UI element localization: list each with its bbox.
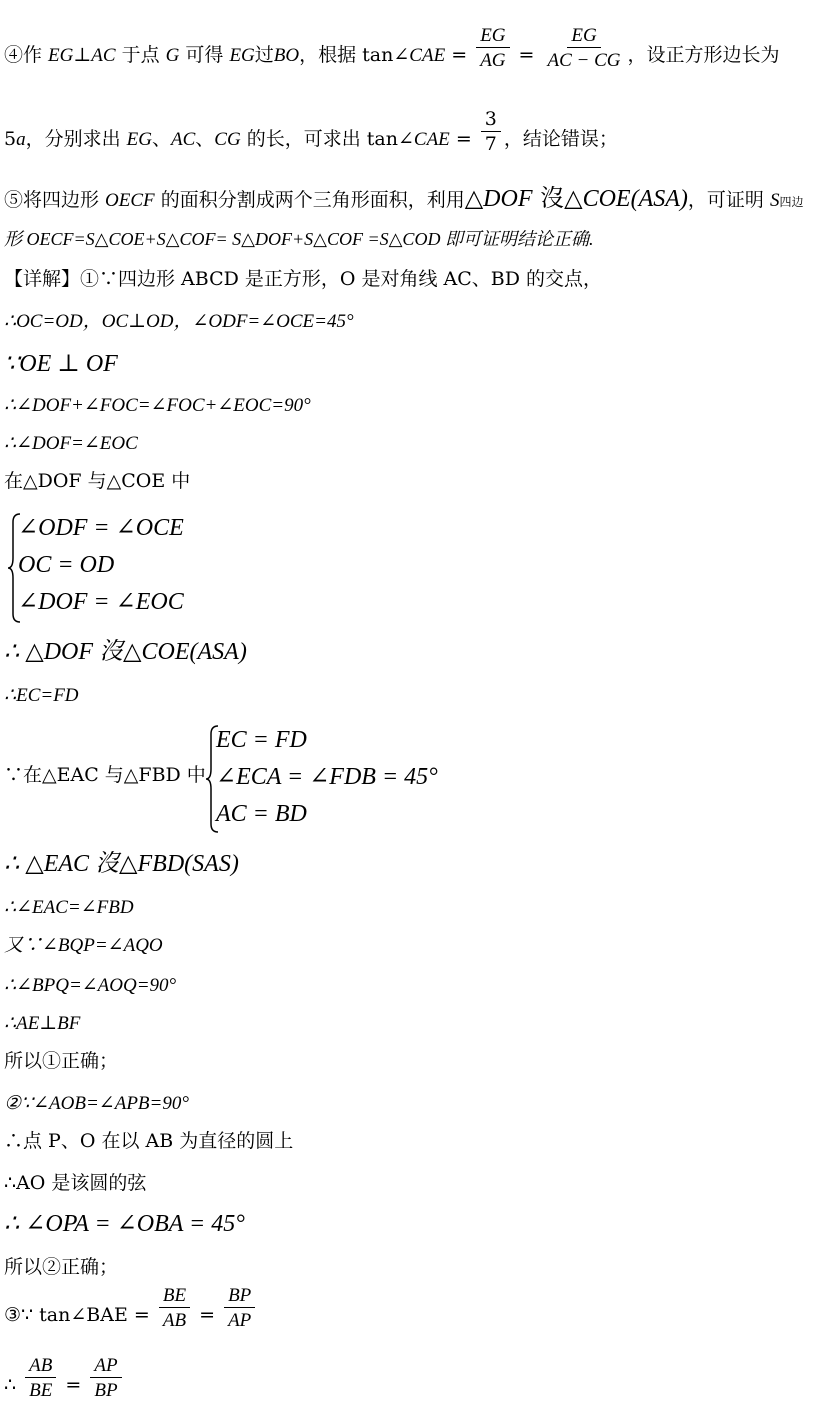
step4-text: =: [449, 128, 478, 150]
detail-line: 又∵∠BQP=∠AQO: [4, 935, 163, 956]
fraction-be-ab: [159, 1286, 190, 1330]
step5-text: 四边: [779, 195, 804, 209]
detail-line: ∴∠EAC=∠FBD: [4, 897, 134, 918]
step4-text: 的长，可求出 tan∠: [240, 128, 414, 150]
fraction-numerator: EG: [567, 26, 600, 48]
step5-math: (ASA): [630, 186, 688, 212]
detail-line: 所以②正确；: [4, 1256, 119, 1278]
step4-text: 5: [4, 128, 17, 150]
detail-line: ∵OE ⊥ OF: [4, 351, 118, 377]
step4-math: EG: [126, 129, 152, 150]
fraction-denominator: BP: [94, 1380, 118, 1401]
fraction-eg-ag: [476, 26, 509, 70]
detail-line: ∴ △DOF 沒△COE(ASA): [4, 639, 247, 665]
fraction-numerator: 3: [481, 110, 501, 132]
step4-text: ，设正方形边长为: [627, 44, 780, 66]
fraction-numerator: AB: [25, 1356, 56, 1378]
system2-eq3: AC = BD: [216, 801, 307, 827]
step5-text: 的面积分割成两个三角形面积，利用: [154, 189, 465, 211]
system2-eq1: EC = FD: [216, 727, 307, 753]
fraction-numerator: AP: [90, 1356, 121, 1378]
detail-line: ∵在△EAC 与△FBD 中: [4, 764, 206, 786]
system1-eq1: ∠ODF = ∠OCE: [18, 515, 184, 541]
step5-math: △DOF: [464, 186, 533, 212]
fraction-denominator: BE: [29, 1380, 53, 1401]
fraction-denominator: AG: [480, 50, 506, 71]
step4-math: EG: [229, 45, 255, 66]
step4-text: ，结论错误；: [503, 128, 618, 150]
detail-line: ∴ △EAC 沒△FBD(SAS): [4, 851, 239, 877]
step5-line1: [4, 186, 803, 211]
fraction-numerator: BE: [159, 1286, 190, 1308]
fraction-denominator: AC − CG: [547, 50, 621, 71]
system1-eq3: ∠DOF = ∠EOC: [18, 589, 184, 615]
system1-eq2: OC = OD: [18, 552, 115, 578]
detail-line: ∴AO 是该圆的弦: [4, 1172, 147, 1194]
tan-line: [4, 1285, 258, 1331]
step4-math: EG⊥AC: [48, 45, 116, 66]
step5-math: S: [769, 190, 780, 211]
fraction-ap-bp: [90, 1356, 121, 1400]
detail-line: 所以①正确；: [4, 1050, 119, 1072]
step5-text: ，可证明: [687, 189, 770, 211]
detail-line: ∴∠DOF=∠EOC: [4, 433, 138, 454]
step4-math: BO: [273, 45, 300, 66]
detail-line: ∴AE⊥BF: [4, 1013, 81, 1034]
step4-math: G: [165, 45, 180, 66]
step5-text: ⑤将四边形: [4, 189, 106, 211]
step4-text: ，分别求出: [25, 128, 127, 150]
step4-text: ，根据 tan∠: [299, 44, 410, 66]
step4-text: =: [445, 44, 474, 66]
fraction-numerator: EG: [476, 26, 509, 48]
step4-line1: [4, 25, 780, 71]
equals-sign: =: [59, 1374, 88, 1396]
step4-text: 可得: [179, 44, 230, 66]
step5-text: 沒: [532, 184, 565, 212]
step5-math: OECF: [105, 190, 155, 211]
fraction-3-7: [481, 110, 501, 154]
detail-line: ∴OC=OD，OC⊥OD，∠ODF=∠OCE=45°: [4, 311, 354, 332]
fraction-numerator: BP: [224, 1286, 255, 1308]
detail-line: ∴∠DOF+∠FOC=∠FOC+∠EOC=90°: [4, 395, 311, 416]
step4-text: ④作: [4, 44, 49, 66]
fraction-bp-ap: [224, 1286, 255, 1330]
detail-line: ∴EC=FD: [4, 685, 79, 706]
step4-text: 于点: [115, 44, 166, 66]
equals-sign: =: [512, 44, 541, 66]
fraction-denominator: AP: [228, 1310, 252, 1331]
tan-prefix: ③∵ tan∠BAE =: [4, 1304, 156, 1326]
system2-eq2: ∠ECA = ∠FDB = 45°: [216, 764, 438, 790]
step4-math: a: [16, 129, 26, 150]
fraction-ab-be: [25, 1356, 56, 1400]
detail-line: ②∵∠AOB=∠APB=90°: [4, 1093, 189, 1114]
step4-line2: [4, 108, 618, 155]
step4-math: AC: [170, 129, 196, 150]
fraction-denominator: AB: [162, 1310, 187, 1331]
detail-line: ∴∠BPQ=∠AOQ=90°: [4, 975, 177, 996]
detail-line: 在△DOF 与△COE 中: [4, 470, 191, 492]
step4-math: CAE: [409, 45, 446, 66]
detail-title: 【详解】①∵四边形 ABCD 是正方形，O 是对角线 AC、BD 的交点，: [4, 268, 603, 290]
fraction-eg-ac-cg: [544, 26, 625, 70]
step5-math: △COE: [564, 186, 631, 212]
step4-text: 过: [254, 44, 274, 66]
equals-sign: =: [193, 1304, 222, 1326]
step4-math: CG: [214, 129, 241, 150]
step5-line2: 形 OECF=S△COE+S△COF= S△DOF+S△COF =S△COD 即可证明结论正确.: [4, 229, 594, 249]
detail-line: ∴点 P、O 在以 AB 为直径的圆上: [4, 1130, 294, 1152]
step4-text: 、: [151, 128, 171, 150]
therefore-prefix: ∴: [4, 1374, 23, 1396]
fraction-denominator: 7: [484, 133, 497, 155]
detail-line: ∴ ∠OPA = ∠OBA = 45°: [4, 1211, 245, 1237]
step4-math: CAE: [413, 129, 450, 150]
ratio-line: [4, 1355, 125, 1401]
step4-text: 、: [195, 128, 215, 150]
